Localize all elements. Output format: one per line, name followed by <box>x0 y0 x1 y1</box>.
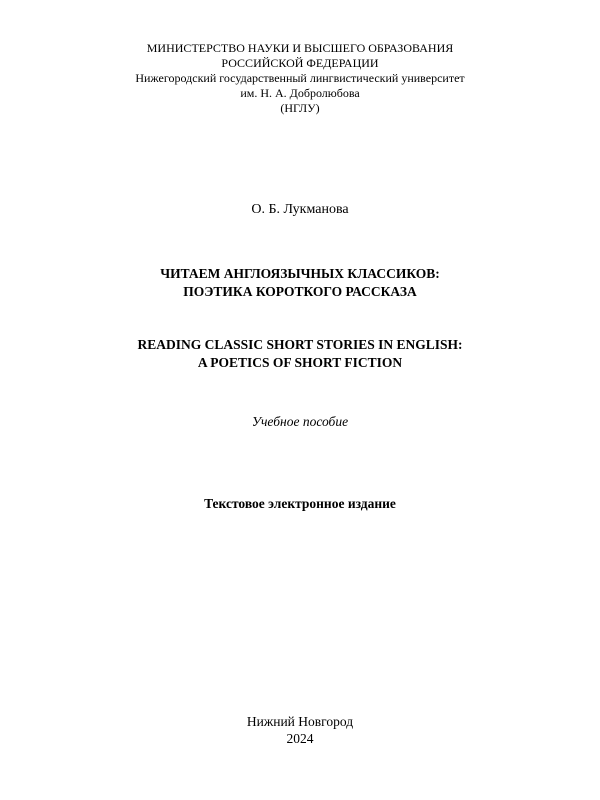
title-english-line-1: READING CLASSIC SHORT STORIES IN ENGLISH: <box>137 337 463 352</box>
title-english <box>0 336 600 372</box>
university-abbreviation: (НГЛУ) <box>280 101 320 115</box>
title-russian-line-2: ПОЭТИКА КОРОТКОГО РАССКАЗА <box>183 284 417 299</box>
ministry-line-1: МИНИСТЕРСТВО НАУКИ И ВЫСШЕГО ОБРАЗОВАНИЯ <box>146 41 454 55</box>
edition-type: Текстовое электронное издание <box>204 496 396 511</box>
institution-header <box>0 41 600 116</box>
title-russian <box>0 265 600 301</box>
title-english-line-2: A POETICS OF SHORT FICTION <box>197 355 403 370</box>
university-namesake: им. Н. А. Добролюбова <box>240 86 360 100</box>
author-name: О. Б. Лукманова <box>251 202 349 217</box>
publication-year: 2024 <box>286 731 314 746</box>
ministry-line-2: РОССИЙСКОЙ ФЕДЕРАЦИИ <box>221 56 379 70</box>
publication-type: Учебное пособие <box>251 414 349 429</box>
imprint <box>0 713 600 747</box>
title-russian-line-1: ЧИТАЕМ АНГЛОЯЗЫЧНЫХ КЛАССИКОВ: <box>160 266 440 281</box>
university-name: Нижегородский государственный лингвистический университет <box>135 71 465 85</box>
publication-city: Нижний Новгород <box>246 714 354 729</box>
